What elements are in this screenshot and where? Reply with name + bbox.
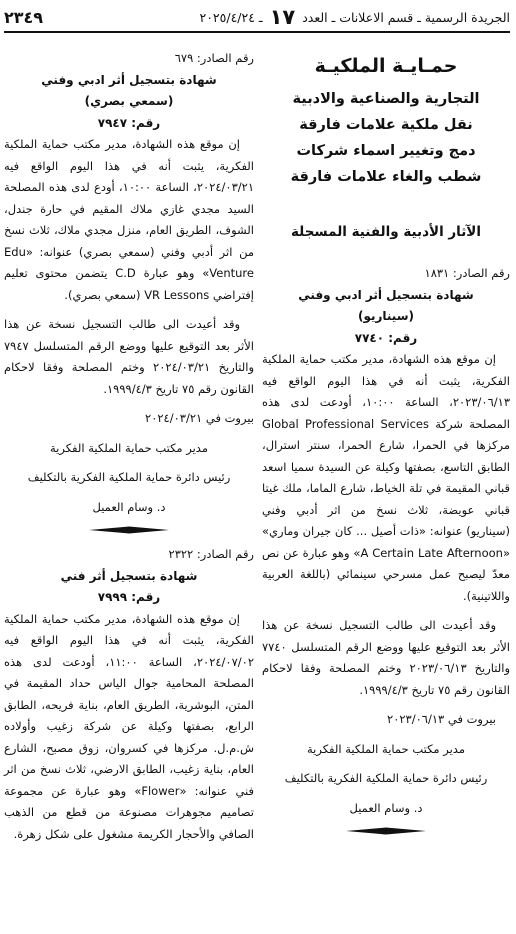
- signature-line: رئيس دائرة حماية الملكية الفكرية بالتكليف: [284, 771, 488, 785]
- signature-name: د. وسام العميل: [349, 800, 423, 815]
- certificate-closing: وقد أعيدت الى طالب التسجيل نسخة عن هذا الأثر بعد التوقيع عليها ووضع الرقم المتسلسل ٧٧٤٠ والتاريخ ٢٠٢٣/٠٦/١٣ وختم المصلحة وفقا لاحكام القانون رقم ٧٥ تاريخ ١٩٩٩/٤/٣.: [262, 618, 511, 697]
- signature-line: رئيس دائرة حماية الملكية الفكرية بالتكليف: [27, 470, 231, 484]
- certificate-ref: رقم الصادر: ١٨٣١: [424, 266, 510, 280]
- certificate-place-date: بيروت في ٢٠٢٣/٠٦/١٣: [387, 712, 496, 726]
- section-line: شطب والغاء علامات فارقة: [290, 168, 482, 185]
- certificate-3: [4, 544, 254, 845]
- header-date: ٢٠٢٥/٤/٢٤: [199, 10, 255, 25]
- certificate-number: رقم: ٧٧٤٠: [354, 330, 418, 345]
- certificate-title: شهادة بتسجيل أثر ادبي وفني: [298, 287, 474, 302]
- section-line: دمج وتغيير اسماء شركات: [296, 142, 476, 159]
- page-number: ٢٣٤٩: [4, 7, 44, 27]
- certificate-place-date: بيروت في ٢٠٢٤/٠٣/٢١: [145, 411, 254, 425]
- page-header: [4, 4, 510, 30]
- certificate-title: شهادة بتسجيل أثر ادبي وفني: [41, 72, 217, 87]
- certificate-closing: وقد أعيدت الى طالب التسجيل نسخة عن هذا الأثر بعد التوقيع عليها ووضع الرقم المتسلسل ٧٩٤٧ والتاريخ ٢٠٢٤/٠٣/٢١ وختم المصلحة وفقا لاحكام القانون رقم ٧٥ تاريخ ١٩٩٩/٤/٣.: [4, 317, 255, 396]
- section-line: نقل ملكية علامات فارقة: [299, 116, 473, 133]
- certificate-number: رقم: ٧٩٩٩: [97, 590, 161, 604]
- header-title-line: [200, 5, 511, 29]
- left-column: [4, 44, 254, 845]
- certificate-body: إن موقع هذه الشهادة، مدير مكتب حماية الملكية الفكرية، يثبت أنه في هذا اليوم الواقع فيه ٢٠٢٤/٠٧/٠٢، الساعة ١١:٠٠، أودعت لدى هذه المصلحة المحامية جوال الياس حداد المقيمة في المتن، البوشرية، الطريق العام، بناية فريحه، الطابق الرابع، بصفتها وكيلة عن شركة زغيب وأولاده ش.م.ل. مركزها في كسروان، زوق مصبح، الشارع العام، بناية زغيب، الطابق الارضي، ثلاث نسخ من اثر فني عنوانه: «Flower» وهو عبارة عن مجموعة تصاميم مجوهرات مصنوعة من قطع من الذهب الصافي والأحجار الكريمة مشغول على شكل زهرة.: [4, 611, 255, 841]
- section-lines: [262, 86, 510, 190]
- divider-ornament: [346, 827, 426, 835]
- issue-number: ١٧: [269, 5, 296, 29]
- header-rule: [4, 31, 510, 33]
- signature-name: د. وسام العميل: [92, 499, 166, 514]
- divider-ornament: [89, 526, 169, 534]
- certificate-ref: رقم الصادر: ٦٧٩: [174, 51, 254, 65]
- certificate-name: (سمعي بصري): [84, 94, 174, 108]
- subsection-heading: الآثار الأدبية والفنية المسجلة: [291, 223, 481, 240]
- certificate-body: إن موقع هذه الشهادة، مدير مكتب حماية الملكية الفكرية، يثبت أنه في هذا اليوم الواقع فيه ٢٠٢٤/٠٣/٢١، الساعة ١٠:٠٠، أودع لدى هذه المصلحة السيد مجدي غازي ملاك المقيم في حارة جندل، الشوف، الطريق العام، منزل مجدي ملاك، ثلاث نسخ من اثر أدبي وفني (سمعي بصري) عنوانه: «Edu Venture» وهو عبارة C.D يتضمن محتوى تعليم إفتراضي VR Lessons (سمعي بصري).: [4, 137, 255, 302]
- section-title: حمـايـة الملكيـة: [314, 55, 458, 77]
- certificate-ref: رقم الصادر: ٢٣٢٢: [168, 547, 254, 561]
- certificate-name: (سيناريو): [357, 309, 414, 323]
- right-column: [262, 44, 510, 845]
- certificate-title: شهادة بتسجيل أثر فني: [60, 568, 198, 583]
- signature-line: مدير مكتب حماية الملكية الفكرية: [50, 440, 208, 455]
- section-line: التجارية والصناعية والادبية: [292, 90, 480, 107]
- header-separator: ـ: [258, 10, 263, 25]
- certificate-1: [262, 263, 510, 835]
- header-title: الجريدة الرسمية ـ قسم الاعلانات ـ العدد: [302, 10, 510, 25]
- certificate-2: [4, 48, 254, 534]
- certificate-body: إن موقع هذه الشهادة، مدير مكتب حماية الملكية الفكرية، يثبت أنه في هذا اليوم الواقع فيه ٢٠٢٣/٠٦/١٣، الساعة ١٠:٠٠، أودعت لدى هذه المصلحة شركة Global Professional Services مركزها في الحمرا، شارع الحمرا، سنتر استرال، الطابق التاسع، بصفتها وكيلة عن السيدة سميا اسعد قباني المقيمة في تلة الخياط، شارع الماما، ملك غيتا قباني عويضة، ثلاث نسخ من اثر أدبي وفني (سيناريو) عنوانه: «ذات أصيل ... كان جيران وماري» «A Certain Late Afternoon» وهو عبارة عن نص معدّ ليصبح عمل مسرحي سينمائي (باللغة العربية واللاتينية).: [262, 352, 510, 603]
- signature-line: مدير مكتب حماية الملكية الفكرية: [307, 741, 465, 756]
- certificate-number: رقم: ٧٩٤٧: [97, 115, 161, 130]
